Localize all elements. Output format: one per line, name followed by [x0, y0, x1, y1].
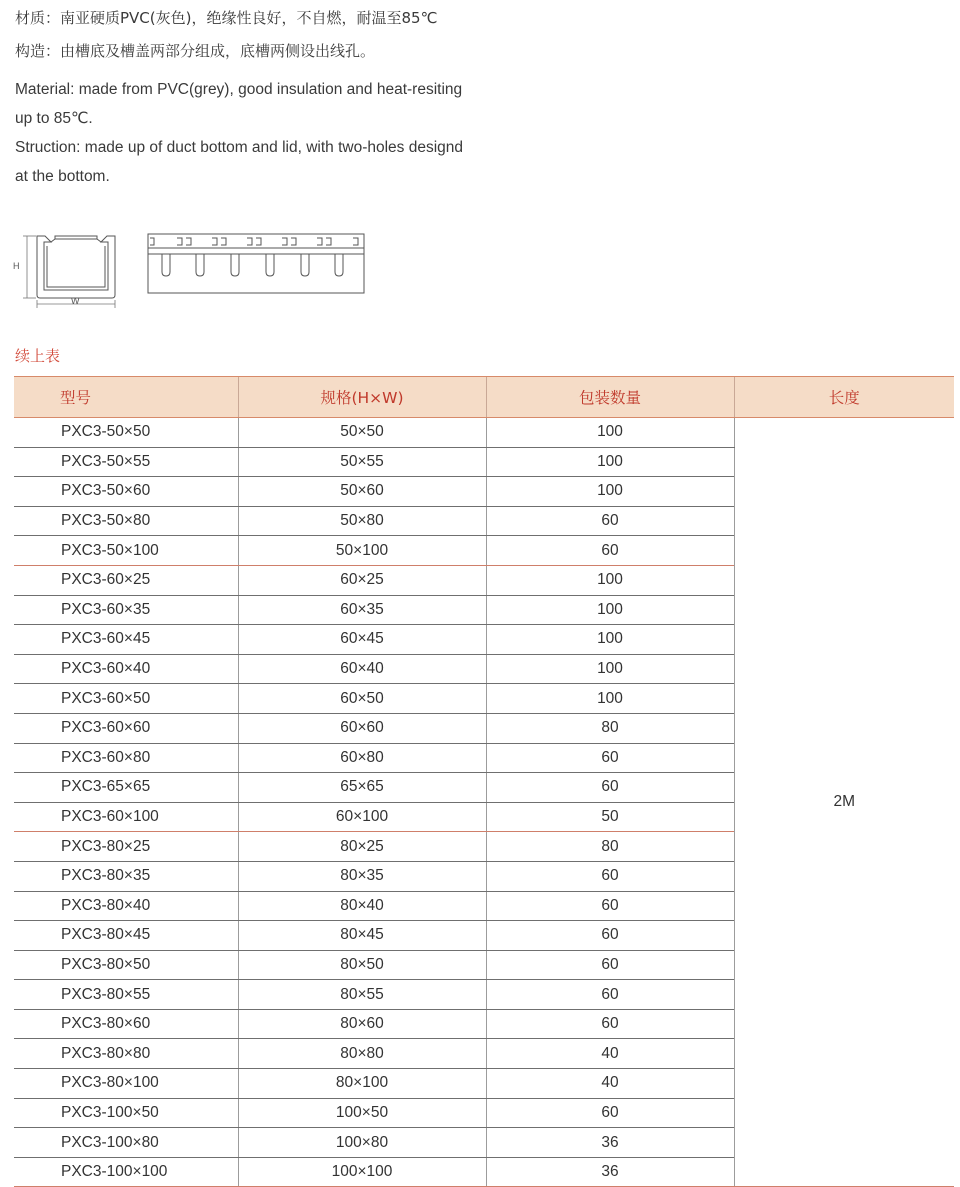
cell-spec: 80×40 [238, 891, 486, 921]
table-row [14, 418, 954, 448]
cell-model: PXC3-60×40 [14, 654, 238, 684]
cell-quantity: 60 [486, 1009, 734, 1039]
cell-model: PXC3-60×60 [14, 713, 238, 743]
cell-spec: 50×80 [238, 506, 486, 536]
cell-spec: 80×55 [238, 980, 486, 1010]
cell-spec: 80×50 [238, 950, 486, 980]
header-spec: 规格(H×W) [238, 377, 486, 418]
cell-model: PXC3-100×80 [14, 1128, 238, 1158]
cell-spec: 60×25 [238, 565, 486, 595]
cell-spec: 50×60 [238, 477, 486, 507]
header-quantity: 包装数量 [486, 377, 734, 418]
cell-spec: 60×35 [238, 595, 486, 625]
cell-quantity: 40 [486, 1039, 734, 1069]
cell-model: PXC3-60×100 [14, 802, 238, 832]
cell-model: PXC3-80×55 [14, 980, 238, 1010]
cell-length: 2M [734, 418, 954, 1187]
cell-model: PXC3-60×50 [14, 684, 238, 714]
cell-model: PXC3-50×50 [14, 418, 238, 448]
cell-model: PXC3-50×55 [14, 447, 238, 477]
cell-quantity: 36 [486, 1157, 734, 1187]
cell-spec: 50×55 [238, 447, 486, 477]
cell-quantity: 40 [486, 1069, 734, 1099]
cell-quantity: 60 [486, 1098, 734, 1128]
duct-cross-section [37, 236, 115, 298]
cell-model: PXC3-60×35 [14, 595, 238, 625]
cell-model: PXC3-80×80 [14, 1039, 238, 1069]
cell-quantity: 36 [486, 1128, 734, 1158]
cell-quantity: 60 [486, 743, 734, 773]
cell-quantity: 100 [486, 625, 734, 655]
cell-model: PXC3-80×40 [14, 891, 238, 921]
cell-quantity: 60 [486, 506, 734, 536]
cell-quantity: 60 [486, 950, 734, 980]
duct-diagram [10, 228, 370, 312]
cell-spec: 50×50 [238, 418, 486, 448]
label-h: H [13, 261, 20, 271]
cell-quantity: 80 [486, 832, 734, 862]
cell-model: PXC3-80×60 [14, 1009, 238, 1039]
material-en-line-1: Material: made from PVC(grey), good insulation and heat-resiting [15, 81, 463, 98]
cell-spec: 65×65 [238, 773, 486, 803]
cell-spec: 100×50 [238, 1098, 486, 1128]
cell-spec: 50×100 [238, 536, 486, 566]
cell-spec: 60×80 [238, 743, 486, 773]
label-w: W [71, 296, 80, 306]
cell-quantity: 100 [486, 418, 734, 448]
continued-table-title: 续上表 [15, 347, 61, 365]
cell-quantity: 100 [486, 654, 734, 684]
cell-model: PXC3-100×100 [14, 1157, 238, 1187]
cell-spec: 60×60 [238, 713, 486, 743]
cell-model: PXC3-80×45 [14, 921, 238, 951]
cell-model: PXC3-100×50 [14, 1098, 238, 1128]
cell-model: PXC3-65×65 [14, 773, 238, 803]
cell-model: PXC3-50×60 [14, 477, 238, 507]
cell-quantity: 100 [486, 684, 734, 714]
cell-spec: 80×60 [238, 1009, 486, 1039]
structure-en-line-2: at the bottom. [15, 168, 110, 185]
material-en-line-2: up to 85℃. [15, 110, 93, 127]
duct-side-view [148, 234, 364, 293]
cell-spec: 60×45 [238, 625, 486, 655]
cell-quantity: 60 [486, 773, 734, 803]
cell-spec: 80×45 [238, 921, 486, 951]
cell-quantity: 100 [486, 565, 734, 595]
cell-quantity: 60 [486, 980, 734, 1010]
cell-spec: 80×80 [238, 1039, 486, 1069]
cell-model: PXC3-50×80 [14, 506, 238, 536]
header-length: 长度 [734, 377, 954, 418]
cell-quantity: 100 [486, 477, 734, 507]
cell-spec: 80×100 [238, 1069, 486, 1099]
height-dimension [23, 236, 36, 298]
cell-spec: 60×40 [238, 654, 486, 684]
cell-model: PXC3-80×35 [14, 861, 238, 891]
spec-table [14, 376, 954, 1187]
material-cn: 材质：南亚硬质PVC(灰色)，绝缘性良好，不自燃，耐温至85℃ [15, 9, 438, 27]
cell-quantity: 100 [486, 595, 734, 625]
cell-spec: 80×35 [238, 861, 486, 891]
structure-en-line-1: Struction: made up of duct bottom and lid, with two-holes designd [15, 139, 464, 156]
cell-model: PXC3-60×25 [14, 565, 238, 595]
cell-spec: 60×100 [238, 802, 486, 832]
cell-model: PXC3-80×25 [14, 832, 238, 862]
cell-spec: 60×50 [238, 684, 486, 714]
cell-quantity: 60 [486, 891, 734, 921]
cell-quantity: 50 [486, 802, 734, 832]
cell-model: PXC3-60×45 [14, 625, 238, 655]
cell-spec: 100×100 [238, 1157, 486, 1187]
cell-quantity: 60 [486, 536, 734, 566]
cell-quantity: 80 [486, 713, 734, 743]
cell-model: PXC3-80×100 [14, 1069, 238, 1099]
cell-spec: 80×25 [238, 832, 486, 862]
structure-cn: 构造：由槽底及槽盖两部分组成，底槽两侧设出线孔。 [15, 42, 376, 60]
cell-quantity: 60 [486, 861, 734, 891]
cell-model: PXC3-50×100 [14, 536, 238, 566]
header-model: 型号 [14, 377, 238, 418]
table-header-row [14, 377, 954, 418]
cell-model: PXC3-80×50 [14, 950, 238, 980]
table-body [14, 418, 954, 1187]
cell-quantity: 100 [486, 447, 734, 477]
cell-spec: 100×80 [238, 1128, 486, 1158]
cell-model: PXC3-60×80 [14, 743, 238, 773]
cell-quantity: 60 [486, 921, 734, 951]
